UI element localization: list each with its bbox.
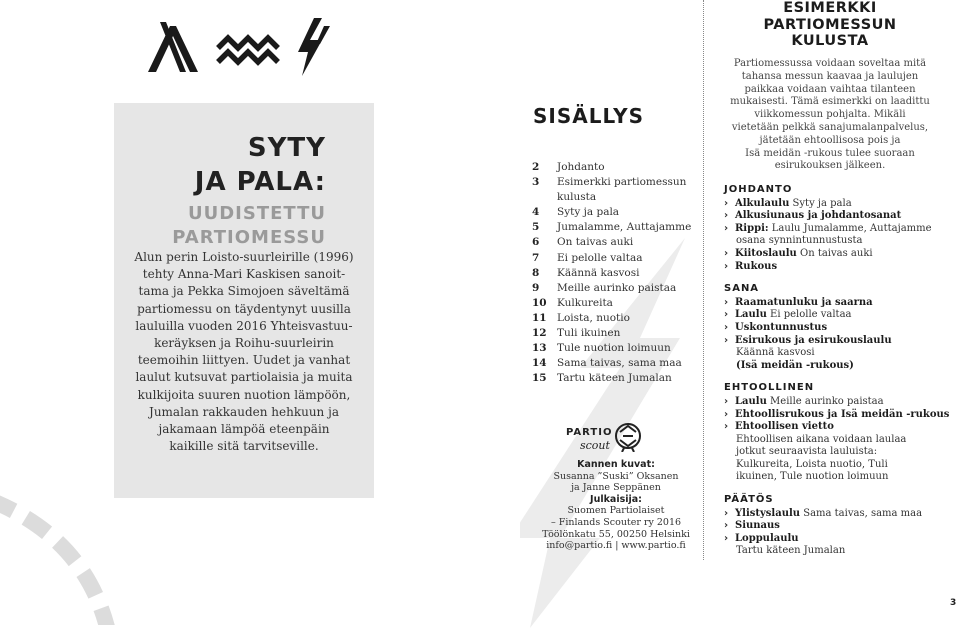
subtitle-line-2: PARTIOMESSU [172, 227, 326, 248]
chevron-right-icon: › [724, 408, 729, 420]
chevron-right-icon: › [724, 309, 729, 321]
intro-line: keräyksen ja Roihu-suurleirin [154, 336, 334, 351]
intro-line: Alun perin Loisto-suurleirille (1996) [134, 250, 354, 264]
page-number: 3 [950, 598, 957, 608]
chevron-right-icon: › [724, 532, 729, 544]
order-item-name: Raamatunluku ja saarna [735, 296, 873, 308]
intro-line: kulkijoita suuren nuotion lämpöön, [137, 387, 351, 402]
order-item-name: Siunaus [735, 520, 780, 532]
toc-item-line: Sama taivas, sama maa [557, 357, 682, 370]
toc-page-number: 8 [532, 266, 540, 279]
subtitle-line-1: UUDISTETTU [188, 203, 326, 224]
credit-line: ja Janne Seppänen [571, 482, 661, 494]
toc-page-number: 11 [532, 311, 547, 324]
toc-page-number: 15 [532, 372, 547, 385]
order-item-name: Alkusiunaus ja johdantosanat [735, 210, 902, 222]
intro-panel [114, 103, 374, 498]
page-separator [703, 0, 704, 560]
toc-item [532, 296, 702, 311]
order-item [724, 533, 949, 546]
toc-item-title [557, 281, 676, 296]
chevron-right-icon: › [724, 197, 729, 209]
toc-item-title [557, 371, 672, 386]
description-line: Isä meidän -rukous tulee suoraan [745, 147, 915, 159]
toc-item-title [557, 160, 605, 175]
order-item-note: Käännä kasvosi [736, 347, 815, 359]
toc-item-line: Esimerkki partiomessun [557, 176, 687, 189]
order-item [724, 335, 949, 348]
order-item-note: Kulkureita, Loista nuotio, Tuli [736, 458, 888, 470]
toc-item-title [557, 235, 633, 250]
order-item-note: osana synnintunnustusta [736, 235, 863, 247]
dashed-arc-decoration [0, 480, 140, 625]
order-item [724, 309, 949, 322]
description-line: Partiomessussa voidaan soveltaa mitä [733, 58, 927, 69]
toc-item-line: On taivas auki [557, 236, 634, 249]
title-line-2: JA PALA: [194, 167, 326, 197]
waves-icon [218, 38, 278, 62]
intro-line: laulut kutsuvat partiolaisia ja muita [135, 370, 353, 385]
chevron-right-icon: › [724, 507, 729, 519]
chevron-right-icon: › [724, 222, 729, 234]
intro-line: teemoihin liittyen. Uudet ja vanhat [137, 353, 351, 368]
toc-item-title [557, 356, 682, 371]
order-item-name: Alkulaulu [735, 197, 790, 209]
credit-line: Susanna ”Suski” Oksanen [553, 470, 679, 482]
order-section [724, 382, 949, 484]
credit-line: Suomen Partiolaiset [567, 505, 665, 517]
order-item [724, 421, 949, 434]
order-item-name: Esirukous ja esirukouslaulu [735, 334, 892, 346]
toc-page-number: 14 [532, 357, 547, 370]
toc-page-number: 6 [532, 236, 540, 249]
order-item-name: Uskontunnustus [735, 321, 828, 333]
toc-item [532, 175, 702, 205]
toc-page-number: 2 [532, 161, 540, 173]
description-line: mukaisesti. Tämä esimerkki on laadittu [730, 96, 930, 108]
toc-item-line: Syty ja pala [557, 206, 620, 219]
intro-line: jakamaan lämpöä eteenpäin [158, 422, 330, 437]
toc-item [532, 356, 702, 371]
toc-page-number: 9 [532, 281, 540, 294]
order-item-name: Laulu [735, 309, 767, 321]
description-line: esirukouksen jälkeen. [774, 160, 886, 172]
toc-item-title [557, 266, 640, 281]
order-item-name: Laulu [735, 395, 767, 407]
toc-item-line: Tule nuotion loimuun [557, 342, 671, 355]
toc-item-title [557, 341, 671, 356]
toc-item-title [557, 220, 691, 235]
chevron-right-icon: › [724, 296, 729, 308]
table-of-contents [532, 160, 702, 386]
toc-page-number: 5 [532, 221, 540, 234]
scout-symbols-icon [146, 18, 336, 78]
logo-scout-text: scout [580, 439, 610, 452]
order-item [724, 322, 949, 335]
order-item [724, 409, 949, 422]
order-title-line: ESIMERKKI [783, 0, 877, 16]
chevron-right-icon: › [724, 247, 729, 259]
toc-item-title [557, 175, 686, 205]
intro-line: lauluilla vuoden 2016 Yhteisvastuu- [135, 318, 353, 333]
order-item [724, 396, 949, 409]
scout-emblem-icon [614, 422, 642, 452]
toc-item-line: Ei pelolle valtaa [557, 251, 643, 264]
toc-item [532, 326, 702, 341]
toc-item-line: Jumalamme, Auttajamme [557, 221, 692, 234]
toc-item [532, 160, 702, 175]
toc-page-number: 12 [532, 327, 547, 340]
order-title [720, 0, 940, 50]
order-item-detail: Meille aurinko paistaa [766, 395, 884, 407]
credit-heading: Kannen kuvat: [577, 459, 655, 470]
order-description [722, 58, 938, 173]
intro-line: partiomessu on täydentynyt uusilla [137, 301, 351, 316]
credit-line: info@partio.fi | www.partio.fi [546, 540, 686, 552]
chevron-right-icon: › [724, 321, 729, 333]
order-title-line: PARTIOMESSUN [763, 16, 897, 33]
toc-item-title [557, 251, 643, 266]
toc-page-number: 10 [532, 296, 547, 309]
order-item-detail: Ei pelolle valtaa [766, 309, 852, 321]
order-item-note: jotkut seuraavista lauluista: [736, 446, 878, 458]
order-item-detail: On taivas auki [796, 247, 873, 259]
toc-item-line: Tartu käteen Jumalan [557, 372, 672, 385]
order-item-note: ikuinen, Tule nuotion loimuun [736, 471, 889, 483]
toc-item-line: Käännä kasvosi [557, 266, 640, 279]
toc-page-number: 3 [532, 176, 540, 189]
credits [516, 459, 716, 552]
toc-item-line: Johdanto [557, 161, 605, 173]
order-item-detail: Laulu Jumalamme, Auttajamme [768, 222, 932, 234]
order-item-name: Ehtoollisrukous ja Isä meidän -rukous [735, 408, 950, 420]
toc-item [532, 371, 702, 386]
order-section [724, 283, 949, 372]
order-section [724, 184, 949, 273]
toc-page-number: 4 [532, 206, 540, 219]
section-heading: EHTOOLLINEN [724, 382, 815, 394]
toc-item [532, 220, 702, 235]
chevron-right-icon: › [724, 210, 729, 222]
intro-text [124, 249, 364, 455]
order-item-name: Loppulaulu [735, 532, 799, 544]
order-item-note: Ehtoollisen aikana voidaan laulaa [736, 433, 907, 445]
order-item-name: Rippi: [735, 222, 769, 234]
title-line-1: SYTY [247, 133, 326, 163]
toc-item-title [557, 311, 630, 326]
order-item [724, 261, 949, 274]
toc-item [532, 341, 702, 356]
section-heading: SANA [724, 283, 760, 295]
toc-item-line: Kulkureita [557, 296, 613, 309]
order-item [724, 210, 949, 223]
logo-partio-text: PARTIO [566, 427, 613, 438]
order-item [724, 248, 949, 261]
order-item-detail: Syty ja pala [789, 197, 852, 209]
description-line: viikkomessun pohjalta. Mikäli [754, 109, 906, 121]
toc-item [532, 251, 702, 266]
order-item-name: Rukous [735, 260, 778, 272]
toc-item [532, 266, 702, 281]
order-title-line: KULUSTA [791, 33, 869, 49]
chevron-right-icon: › [724, 395, 729, 407]
toc-item [532, 205, 702, 220]
chevron-right-icon: › [724, 421, 729, 433]
service-order [724, 184, 949, 568]
order-item-name: Ylistyslaulu [735, 507, 801, 519]
order-item [724, 297, 949, 310]
section-heading: JOHDANTO [724, 184, 793, 195]
order-section-note: (Isä meidän -rukous) [736, 359, 854, 371]
credit-line: Töölönkatu 55, 00250 Helsinki [542, 528, 690, 540]
toc-item [532, 281, 702, 296]
intro-line: tama ja Pekka Simojoen säveltämä [138, 284, 350, 299]
intro-line: tehty Anna-Mari Kaskisen sanoit- [142, 267, 346, 282]
toc-item-line: Loista, nuotio [557, 311, 630, 324]
credit-line: – Finlands Scouter ry 2016 [550, 516, 682, 528]
description-line: jätetään ehtoollisosa pois ja [759, 134, 901, 146]
chevron-right-icon: › [724, 520, 729, 532]
order-section [724, 494, 949, 558]
credit-heading: Julkaisija: [590, 493, 642, 505]
order-item [724, 223, 949, 236]
toc-item-title [557, 296, 613, 311]
toc-title: SISÄLLYS [533, 104, 644, 128]
toc-page-number: 13 [532, 342, 547, 355]
section-heading: PÄÄTÖS [724, 494, 774, 506]
toc-page-number: 7 [532, 251, 540, 264]
toc-item [532, 311, 702, 326]
toc-item-line: kulusta [557, 191, 597, 204]
description-line: paikkaa voidaan vaihtaa tilanteen [744, 83, 916, 95]
intro-line: kaikille sitä tarvitseville. [169, 439, 319, 454]
order-item-note: Tartu käteen Jumalan [736, 545, 846, 557]
lightning-icon [298, 18, 330, 76]
order-item-name: Ehtoollisen vietto [735, 421, 834, 433]
order-item-detail: Sama taivas, sama maa [800, 507, 923, 519]
toc-item-line: Tuli ikuinen [557, 327, 621, 340]
order-item [724, 520, 949, 533]
description-line: tahansa messun kaavaa ja laulujen [741, 70, 919, 82]
tent-icon [148, 22, 198, 72]
partio-scout-logo [566, 422, 646, 456]
order-item [724, 508, 949, 521]
toc-item-title [557, 205, 619, 220]
order-item-name: Kiitoslaulu [735, 247, 797, 259]
chevron-right-icon: › [724, 260, 729, 272]
toc-item-title [557, 326, 620, 341]
chevron-right-icon: › [724, 334, 729, 346]
toc-item-line: Meille aurinko paistaa [557, 281, 677, 294]
toc-item [532, 235, 702, 250]
description-line: vietetään pelkkä sanajumalanpalvelus, [731, 121, 929, 133]
order-item [724, 198, 949, 211]
intro-line: Jumalan rakkauden hehkuun ja [149, 404, 339, 419]
